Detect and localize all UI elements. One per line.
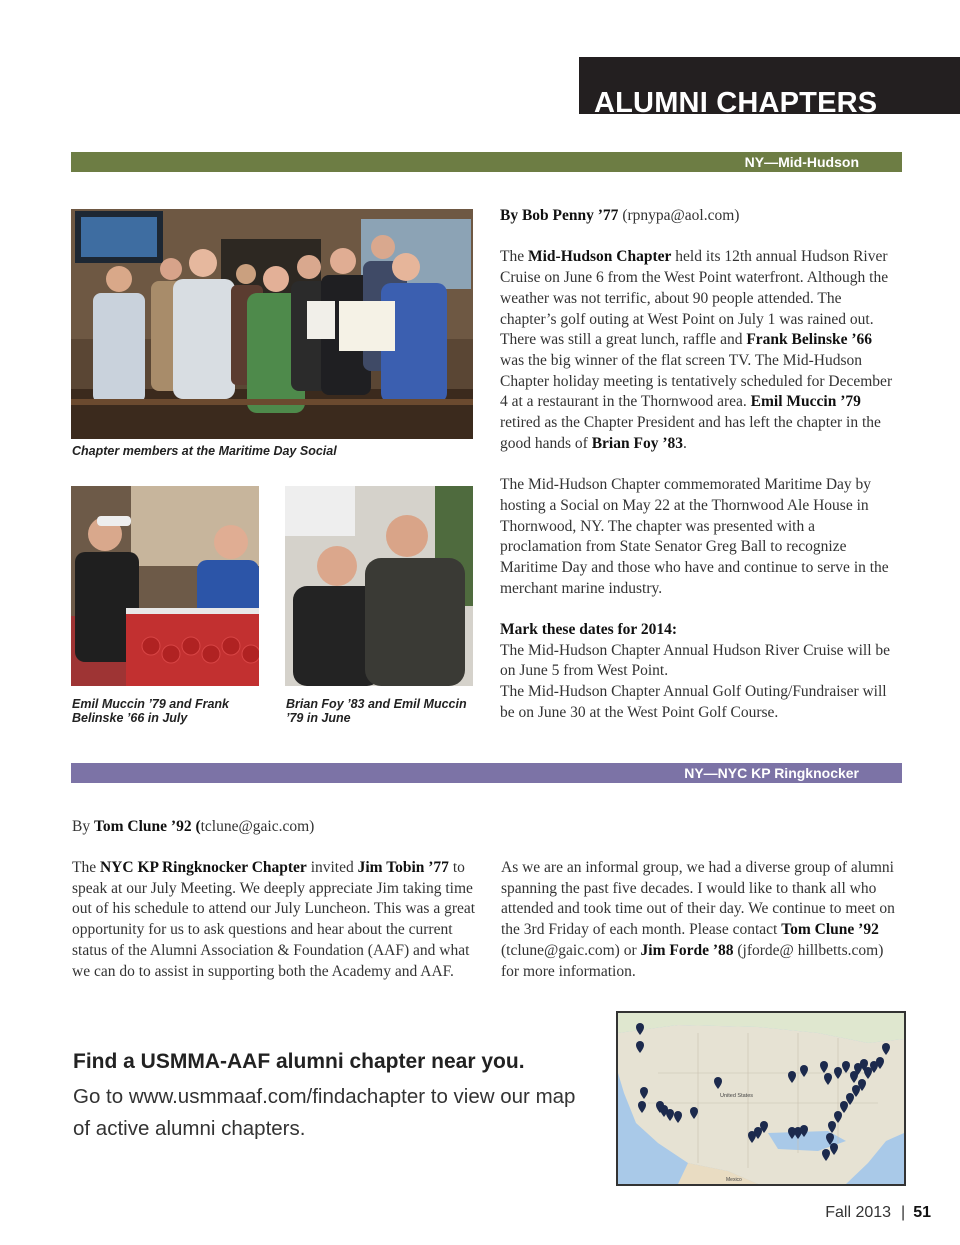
byline [500, 206, 900, 227]
person-name: Emil Muccin ’79 [750, 393, 861, 411]
footer-separator: | [901, 1204, 906, 1221]
byline-email: (rpnypa@aol.com) [618, 207, 740, 224]
text: . [682, 434, 687, 452]
person-name: Brian Foy ’83 [591, 434, 683, 452]
group-photo [71, 209, 473, 439]
chapter-bar-mid-hudson [71, 152, 902, 172]
byline-author: Tom Clune ’92 ( [93, 818, 201, 835]
byline-email: tclune@gaic.com) [200, 818, 315, 835]
chapter-bar-label: NY—NYC KP Ringknocker [684, 765, 859, 781]
person-name: Tom Clune ’92 [781, 921, 879, 939]
photo-foy-muccin [285, 486, 473, 686]
page-number: 51 [913, 1204, 931, 1221]
chapter-bar-label: NY—Mid-Hudson [744, 154, 859, 170]
promo-title: Find a USMMA-AAF alumni chapter near you. [73, 1050, 525, 1073]
byline [72, 817, 492, 838]
byline-prefix: By [500, 207, 522, 224]
group-photo-caption: Chapter members at the Maritime Day Social [72, 444, 337, 458]
chapter-bar-nyc-kp [71, 763, 902, 783]
person-name: Frank Belinske ’66 [746, 331, 873, 349]
text: to speak at our July Meeting. We deeply appreciate Jim taking time out of his schedule to attend our July Luncheon. This was a great opportunity for us to ask questions and hear about the current status of the Alumni Association & Foundation (AAF) and what we can do to assist in supporting both the Academy and AAF. [72, 859, 476, 980]
text: (tclune@gaic.com) or [501, 941, 641, 959]
chapter-map[interactable] [616, 1011, 906, 1186]
byline-prefix: By [72, 818, 94, 835]
text: The [500, 248, 528, 266]
dates-heading: Mark these dates for 2014: [500, 621, 678, 639]
text: invited [306, 859, 358, 876]
photo-caption-muccin-belinske: Emil Muccin ’79 and Frank Belinske ’66 in July [72, 697, 229, 725]
map-label-us: United States [720, 1093, 754, 1099]
photo-muccin-belinske [71, 486, 259, 686]
text: held its 12th annual Hudson River Cruise on June 6 from the West Point waterfront. Although the weather was not terrific, about 90 people attended. The chapter’s golf outing at West Point on July 1 was rained out. There was still a great lunch, raffle and [500, 248, 889, 349]
page-footer [825, 1204, 931, 1222]
chapter-name: Mid-Hudson Chapter [527, 248, 672, 266]
text: was the big winner of the flat screen TV. The Mid-Hudson Chapter holiday meeting is tentatively scheduled for December 4 at a restaurant in the Thornwood area. [500, 351, 893, 411]
person-name: Jim Tobin ’77 [357, 859, 449, 876]
section-header [579, 57, 960, 114]
paragraph-maritime-day: The Mid-Hudson Chapter commemorated Maritime Day by hosting a Social on May 22 at the Thornwood Ale House in Thornwood, NY. The chapter was presented with a proclamation from State Senator Greg Ball to recognize Maritime Day and those who have and continue to serve in the merchant marine industry. [500, 476, 889, 597]
text: The [72, 859, 100, 876]
mid-hudson-article [500, 206, 900, 724]
text: (jforde@ hillbetts.com) for more information. [501, 941, 884, 980]
byline-author: Bob Penny ’77 [521, 207, 619, 224]
photo-caption-foy-muccin: Brian Foy ’83 and Emil Muccin ’79 in June [286, 697, 467, 725]
text: As we are an informal group, we had a diverse group of alumni spanning the past five decades. I would like to thank all who attended and took time out of their day. We continue to meet on the 3rd Friday of each month. Please contact [501, 859, 895, 939]
date-golf: The Mid-Hudson Chapter Annual Golf Outing/Fundraiser will be on June 30 at the West Point Golf Course. [500, 683, 887, 721]
nyc-kp-article-right [501, 858, 903, 982]
map-label-mexico: Mexico [726, 1177, 742, 1183]
nyc-kp-article-left [72, 858, 478, 982]
text: retired as the Chapter President and has left the chapter in the good hands of [500, 414, 881, 452]
date-cruise: The Mid-Hudson Chapter Annual Hudson River Cruise will be on June 5 from West Point. [500, 641, 891, 680]
dates-block [500, 620, 900, 724]
chapter-name: NYC KP Ringknocker Chapter [99, 859, 307, 876]
paragraph-cruise [500, 247, 900, 454]
section-title: ALUMNI CHAPTERS [594, 87, 878, 114]
promo-text: Go to www.usmmaaf.com/findachapter to view our map of active alumni chapters. [73, 1085, 576, 1140]
issue-label: Fall 2013 [825, 1204, 892, 1221]
person-name: Jim Forde ’88 [640, 941, 734, 959]
